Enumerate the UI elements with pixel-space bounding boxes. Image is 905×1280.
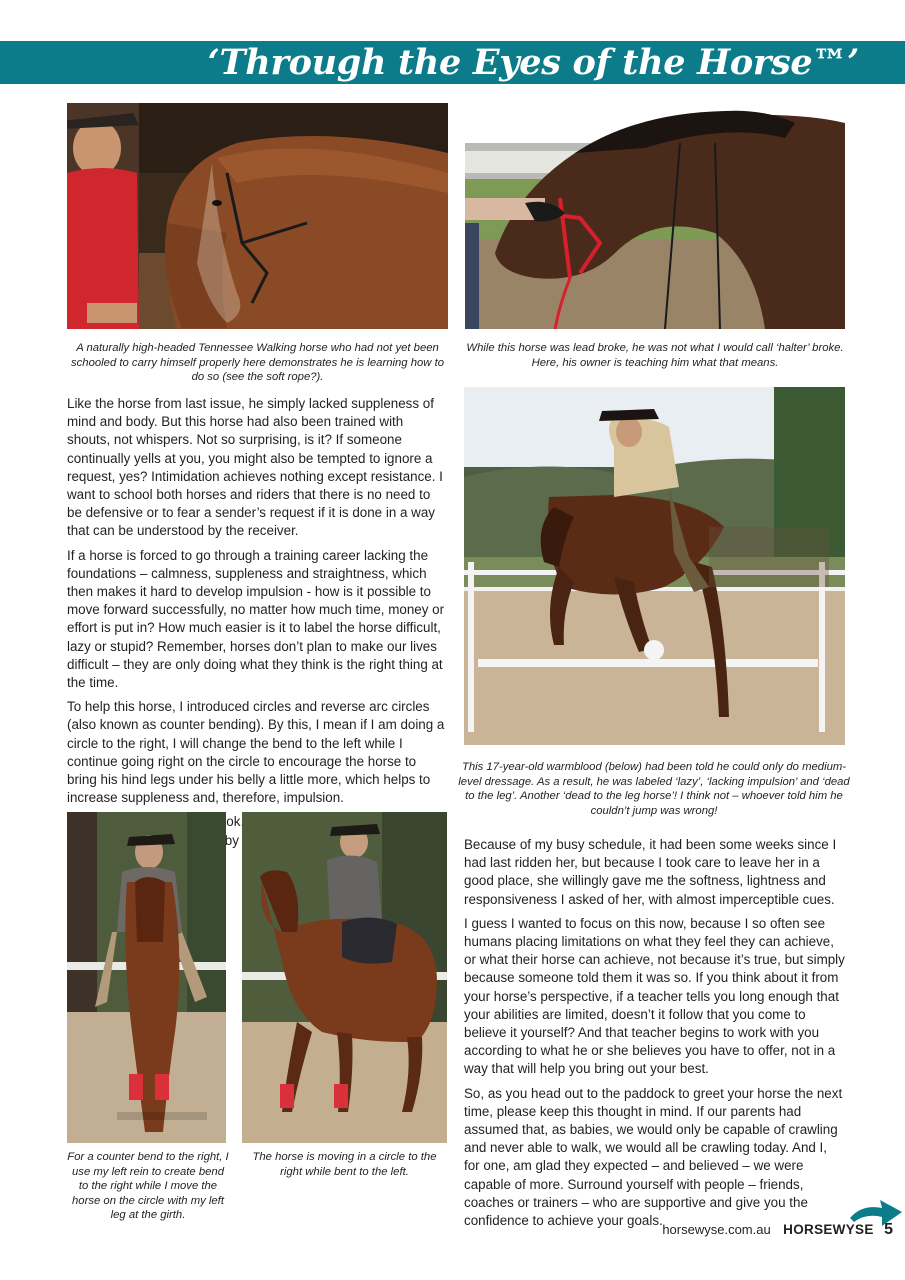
photo-circle-bend-left <box>242 812 447 1143</box>
paragraph: Like the horse from last issue, he simply lacked suppleness of mind and body. But this horse had also been trained with shouts, not whispers. Not so surprising, is it? If someone continually yells at you, you might also be tempted to ignore a request, yes? Intimidation achieves nothing except resistance. I want to school both horses and riders that there is no need to be defensive or to fear a sender’s request if it is done in a way that can be understood by the receiver. <box>67 396 443 539</box>
photo-warmblood-jump <box>464 387 845 745</box>
caption-warmblood-jump: This 17-year-old warmblood (below) had been told he could only do medium-level dressage. As a result, he was labeled ‘lazy’, ‘lacking impulsion’ and ‘dead to the leg’. Another ‘dead to the leg horse’! I think not – whoever told him he couldn’t jump was wrong! <box>458 761 850 817</box>
paragraph: To help this horse, I introduced circles and reverse arc circles (also known as counter bending). By this, I mean if I am doing a circle to the right, I will change the bend to the left while I continue going right on the circle to encourage the horse to bring his hind legs under his belly a little more, which helps to increase suppleness and, therefore, impulsion. <box>67 699 445 806</box>
header-banner <box>0 41 905 84</box>
body-left-column <box>67 395 448 874</box>
page-number: 5 <box>884 1221 893 1238</box>
paragraph: by <box>224 832 239 848</box>
paragraph: I guess I wanted to focus on this now, because I so often see humans placing limitations on what they feel they can achieve, or what their horse can achieve, not because it’s true, but simply because someone told them it was so. If you think about it from your horse’s perspective, if a teacher tells you long enough that your abilities are limited, doesn’t it follow that you come to believe it yourself? And that teacher begins to work with you according to what he or she believes you have to offer, not in a way that will help you bring out your best. <box>464 915 845 1077</box>
caption-counter-bend: For a counter bend to the right, I use my left rein to create bend to the right while I move the horse on the circle with my left leg at the girth. <box>67 1151 229 1222</box>
photo-counter-bend <box>67 812 226 1143</box>
photo-tennessee-walker <box>67 103 448 329</box>
paragraph: So, as you head out to the paddock to greet your horse the next time, please keep this thought in mind. If our parents had assumed that, as babies, we would only be capable of crawling and never able to walk, we would all be crawling today. And I, for one, am glad they expected – and believed – we were capable of more. Surround yourself with people – friends, coaches or trainers – who are supportive and give you the confidence to achieve your goals. <box>464 1085 843 1229</box>
paragraph: Because of my busy schedule, it had been some weeks since I had last ridden her, but because I took care to leave her in a good place, she willingly gave me the softness, lightness and responsiveness I asked of her, with almost imperceptible cues. <box>464 837 837 907</box>
footer-url: horsewyse.com.au <box>662 1222 771 1237</box>
caption-circle-bend-left: The horse is moving in a circle to the right while bent to the left. <box>252 1151 437 1178</box>
page-title: ‘Through the Eyes of the Horse™’ <box>207 42 859 83</box>
paragraph: If a horse is forced to go through a training career lacking the foundations – calmness, suppleness and straightness, which then makes it hard to develop impulsion - how is it possible to move forward successfully, no matter how much time, money or effort is put in? How much easier is it to label the horse difficult, lazy or stupid? Remember, horses don’t plan to make our lives difficult – they are only doing what they think is the right thing at the time. <box>67 547 445 691</box>
body-right-column <box>464 836 846 1236</box>
page-footer <box>662 1220 893 1240</box>
caption-halter-horse: While this horse was lead broke, he was not what I would call ‘halter’ broke. Here, his owner is teaching him what that means. <box>466 342 844 369</box>
footer-magazine: HORSEWYSE <box>783 1222 874 1237</box>
photo-halter-horse <box>465 103 845 329</box>
caption-tennessee-walker: A naturally high-headed Tennessee Walking horse who had not yet been schooled to carry himself properly here demonstrates he is learning how to do so (see the soft rope?). <box>71 342 444 384</box>
